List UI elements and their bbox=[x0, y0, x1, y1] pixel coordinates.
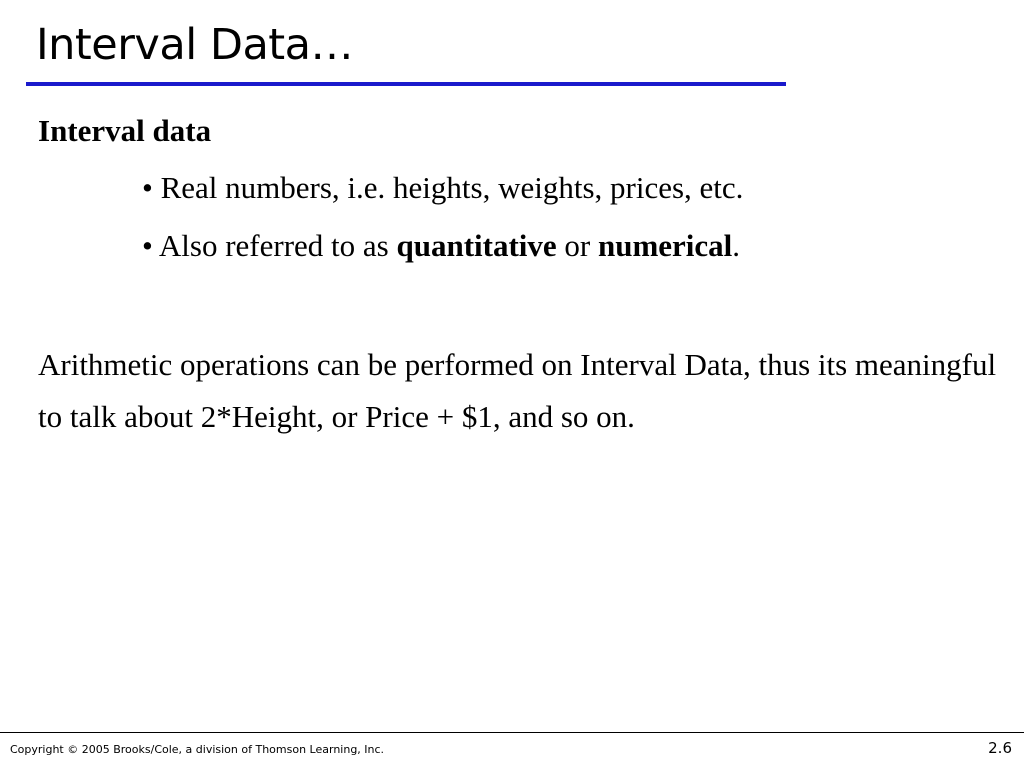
bullet-item bbox=[142, 170, 743, 206]
bold-term: numerical bbox=[597, 228, 733, 263]
page-number: 2.6 bbox=[988, 739, 1012, 757]
bullet-text: . bbox=[732, 228, 741, 263]
footer-divider bbox=[0, 732, 1024, 733]
footer-copyright: Copyright © 2005 Brooks/Cole, a division of Thomson Learning, Inc. bbox=[10, 743, 385, 756]
title-underline bbox=[26, 82, 786, 86]
bullet-text: or bbox=[556, 228, 598, 263]
slide-title: Interval Data… bbox=[36, 20, 354, 70]
section-heading: Interval data bbox=[38, 113, 212, 148]
bullet-item bbox=[142, 228, 740, 264]
bold-term: quantitative bbox=[396, 228, 557, 263]
bullet-text: • Real numbers, i.e. heights, weights, prices, etc. bbox=[142, 170, 744, 205]
bullet-text: • Also referred to as bbox=[142, 228, 397, 263]
body-paragraph: Arithmetic operations can be performed on Interval Data, thus its meaningful to talk about 2*Height, or Price + $1, and so on. bbox=[38, 347, 997, 434]
